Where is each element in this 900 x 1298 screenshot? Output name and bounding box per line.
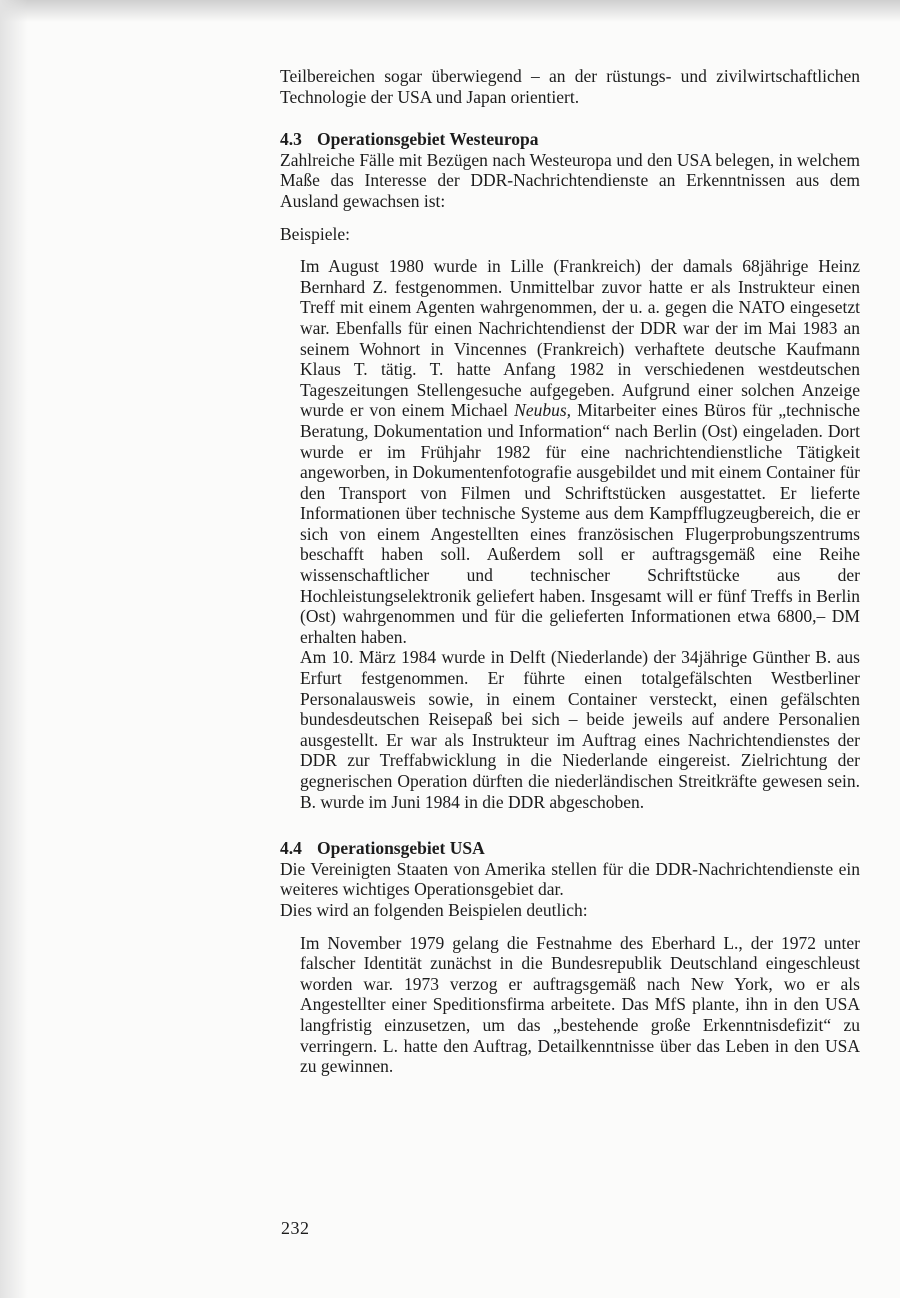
example-text-continued: Mitarbeiter eines Büros für „technische Beratung, Dokumentation und Information“ nach Berlin (Ost) eingeladen. Dort wurde er im Frühjahr 1982 für eine nachrichtendienstliche Tätigkeit angeworben, in Dokumentenfotografie ausgebildet und mit einem Container für den Transport von Filmen und Schriftstücken ausgestattet. Er lieferte Informationen über technische Systeme aus dem Kampfflugzeugbereich, die er sich von einem Angestellten eines französischen Flugerprobungszentrums beschafft haben soll. Außerdem soll er auftragsgemäß eine Reihe wissenschaftlicher und technischer Schriftstücke aus der Hochleistungselektronik geliefert haben. Insgesamt will er fünf Treffs in Berlin (Ost) wahrgenommen und für die gelieferten Informationen etwa 6800,– DM erhalten haben.: [300, 400, 860, 647]
document-page: [280, 66, 860, 1077]
italic-name: Neubus,: [514, 400, 572, 421]
section-intro-paragraph: Zahlreiche Fälle mit Bezügen nach Westeuropa und den USA belegen, in welchem Maße das Interesse der DDR-Nachrichtendienste an Erkenntnissen aus dem Ausland gewachsen ist:: [280, 149, 860, 211]
section-title: Operationsgebiet Westeuropa: [317, 129, 539, 150]
example-paragraph-2: Am 10. März 1984 wurde in Delft (Niederlande) der 34jährige Günther B. aus Erfurt festgenommen. Er führte einen totalgefälschten Westberliner Personalausweis sowie, in einem Container versteckt, einen gefälschten bundesdeutschen Reisepaß bei sich – beide jeweils auf andere Personalien ausgestellt. Er war als Instrukteur im Auftrag eines Nachrichtendienstes der DDR zur Treffabwicklung in die Niederlande eingereist. Zielrichtung der gegnerischen Operation dürften die niederländischen Streitkräfte gewesen sein. B. wurde im Juni 1984 in die DDR abgeschoben.: [300, 647, 860, 812]
example-text: Im August 1980 wurde in Lille (Frankreich) der damals 68jährige Heinz Bernhard Z. festgenommen. Unmittelbar zuvor hatte er als Instrukteur einen Treff mit einem Agenten wahrgenommen, der u. a. gegen die NATO eingesetzt war. Ebenfalls für einen Nachrichtendienst der DDR war der im Mai 1983 an seinem Wohnort in Vincennes (Frankreich) verhaftete deutsche Kaufmann Klaus T. tätig. T. hatte Anfang 1982 in verschiedenen westdeutschen Tageszeitungen Stellengesuche aufgegeben. Aufgrund einer solchen Anzeige wurde er von einem Michael: [300, 256, 860, 421]
scan-shadow-left: [0, 0, 28, 1298]
section-number: 4.3: [280, 129, 302, 150]
section-intro-paragraph: Die Vereinigten Staaten von Amerika stellen für die DDR-Nachrichtendienste ein weiteres wichtiges Operationsgebiet dar.: [280, 858, 860, 900]
section-heading-4-3: [280, 129, 860, 150]
section-heading-4-4: [280, 838, 860, 859]
page-number: 232: [281, 1218, 310, 1238]
example-paragraph-usa: Im November 1979 gelang die Festnahme des Eberhard L., der 1972 unter falscher Identität zunächst in die Bundesrepublik Deutschland eingeschleust worden war. 1973 verzog er auftragsgemäß nach New York, wo er als Angestellter einer Speditionsfirma arbeitete. Das MfS plante, ihn in den USA langfristig einzusetzen, um das „bestehende große Erkenntnisdefizit“ zu verringern. L. hatte den Auftrag, Detailkenntnisse über das Leben in den USA zu gewinnen.: [300, 932, 860, 1077]
scan-shadow-top: [0, 0, 900, 22]
examples-label: Beispiele:: [280, 223, 350, 244]
section-title: Operationsgebiet USA: [317, 838, 485, 859]
example-paragraph-1: [300, 256, 860, 647]
intro-paragraph: Teilbereichen sogar überwiegend – an der rüstungs- und zivilwirtschaftlichen Technologie der USA und Japan orientiert.: [280, 66, 860, 107]
section-intro-paragraph-2: Dies wird an folgenden Beispielen deutlich:: [280, 899, 588, 920]
section-number: 4.4: [280, 838, 302, 859]
